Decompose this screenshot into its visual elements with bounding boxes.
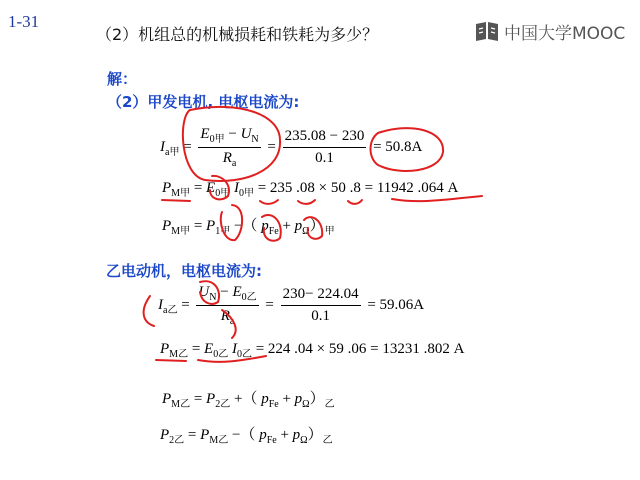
fraction-emf: $\frac{U_N - E_{0乙}}{R_a}$: [198, 284, 257, 327]
equation-power-balance-a: $P_{M甲} = P_{1甲}$ −（ $p_{Fe} + p_\Omega)_甲$: [162, 218, 335, 237]
equation-armature-current-a: $I_{a甲}$ = $\frac{E_{0甲} - U_N}{R_a}$ = $\frac{235.08 - 230}{0.1}$ = 50.8A: [160, 126, 423, 169]
result-value: = 50.8A: [373, 138, 423, 155]
ink-bracket-b1: [144, 296, 154, 326]
ink-underline-pm-b: [156, 360, 186, 361]
mooc-book-icon: [474, 20, 500, 42]
equation-armature-current-b: $I_{a乙}$ = $\frac{U_N - E_{0乙}}{R_a}$ = $\frac{230- 224.04}{0.1}$ = 59.06A: [158, 284, 425, 327]
ink-underline-pm-a: [162, 200, 190, 201]
question-title: （2）机组总的机械损耗和铁耗为多少？: [96, 25, 379, 44]
logo-text: 中国大学MOOC: [504, 23, 626, 44]
fraction-emf: $\frac{E_{0甲} - U_N}{R_a}$: [200, 126, 259, 169]
slide-number: 1-31: [8, 12, 40, 31]
equation-em-power-a: $P_{M甲} = E_{0甲}$ $I_{0甲} = 235$ .08 × 50 .8 = 11942 .064 A: [162, 180, 459, 199]
part-a-heading: （2）甲发电机, 电枢电流为:: [107, 93, 300, 111]
fraction-values: $\frac{235.08 - 230}{0.1}$: [284, 128, 365, 166]
solution-label: 解：: [107, 70, 138, 88]
fraction-values: $\frac{230- 224.04}{0.1}$: [282, 286, 359, 324]
equation-em-power-b: $P_{M乙} = E_{0乙}$ $I_{0乙} = 224$ .04 × 59 .06 = 13231 .802 A: [160, 341, 465, 360]
part-b-heading: 乙电动机，电枢电流为:: [106, 262, 262, 280]
result-value: = 59.06A: [367, 296, 425, 313]
mooc-logo: [474, 19, 625, 43]
equation-power-balance-b1: $P_{M乙} = P_{2乙}$ +（ $p_{Fe} + p_\Omega)_乙$: [162, 391, 335, 410]
equation-power-balance-b2: $P_{2乙} = P_{M乙}$ −（ $p_{Fe} + p_\Omega)_乙$: [160, 427, 333, 446]
